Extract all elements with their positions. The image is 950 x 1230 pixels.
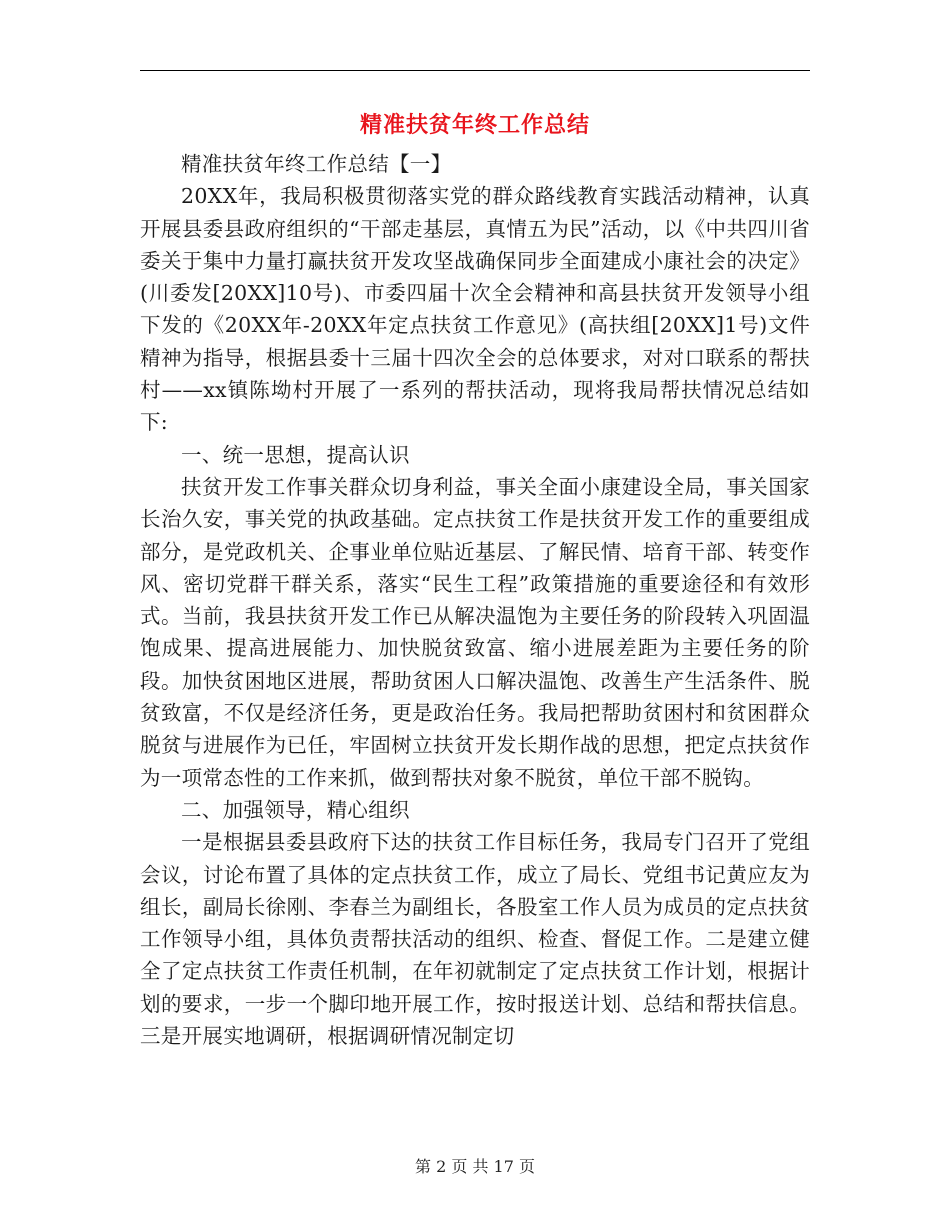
paragraph-heading: 精准扶贫年终工作总结【一】 <box>181 152 452 176</box>
document-title: 精准扶贫年终工作总结 <box>359 112 590 138</box>
section-heading-2: 二、加强领导，精心组织 <box>181 797 410 822</box>
section-heading-1: 一、统一思想，提高认识 <box>181 442 410 467</box>
paragraph-intro: 20XX年，我局积极贯彻落实党的群众路线教育实践活动精神，认真开展县委县政府组织的“干部走基层，真情五为民”活动，以《中共四川省委关于集中力量打赢扶贫开发攻坚战确保同步全面建成小康社会的决定》(川委发[20XX]10号)、市委四届十次全会精神和高县扶贫开发领导小组下发的《20XX年-20XX年定点扶贫工作意见》(高扶组[20XX]1号)文件精神为指导，根据县委十三届十四次全会的总体要求，对对口联系的帮扶村——xx镇陈坳村开展了一系列的帮扶活动，现将我局帮扶情况总结如下: <box>140 184 810 435</box>
header-rule <box>140 70 810 71</box>
paragraph-section-2: 一是根据县委县政府下达的扶贫工作目标任务，我局专门召开了党组会议，讨论布置了具体的定点扶贫工作，成立了局长、党组书记黄应友为组长，副局长徐刚、李春兰为副组长，各股室工作人员为成员的定点扶贫工作领导小组，具体负责帮扶活动的组织、检查、督促工作。二是建立健全了定点扶贫工作责任机制，在年初就制定了定点扶贫工作计划，根据计划的要求，一步一个脚印地开展工作，按时报送计划、总结和帮扶信息。三是开展实地调研，根据调研情况制定切 <box>140 830 810 1049</box>
page-number: 第 2 页 共 17 页 <box>415 1157 535 1176</box>
document-body <box>140 148 810 1052</box>
paragraph-section-1: 扶贫开发工作事关群众切身利益，事关全面小康建设全局，事关国家长治久安，事关党的执政基础。定点扶贫工作是扶贫开发工作的重要组成部分，是党政机关、企事业单位贴近基层、了解民情、培育干部、转变作风、密切党群干群关系，落实“民生工程”政策措施的重要途径和有效形式。当前，我县扶贫开发工作已从解决温饱为主要任务的阶段转入巩固温饱成果、提高进展能力、加快脱贫致富、缩小进展差距为主要任务的阶段。加快贫困地区进展，帮助贫困人口解决温饱、改善生产生活条件、脱贫致富，不仅是经济任务，更是政治任务。我局把帮助贫困村和贫困群众脱贫与进展作为已任，牢固树立扶贫开发长期作战的思想，把定点扶贫作为一项常态性的工作来抓，做到帮扶对象不脱贫，单位干部不脱钩。 <box>140 474 810 790</box>
